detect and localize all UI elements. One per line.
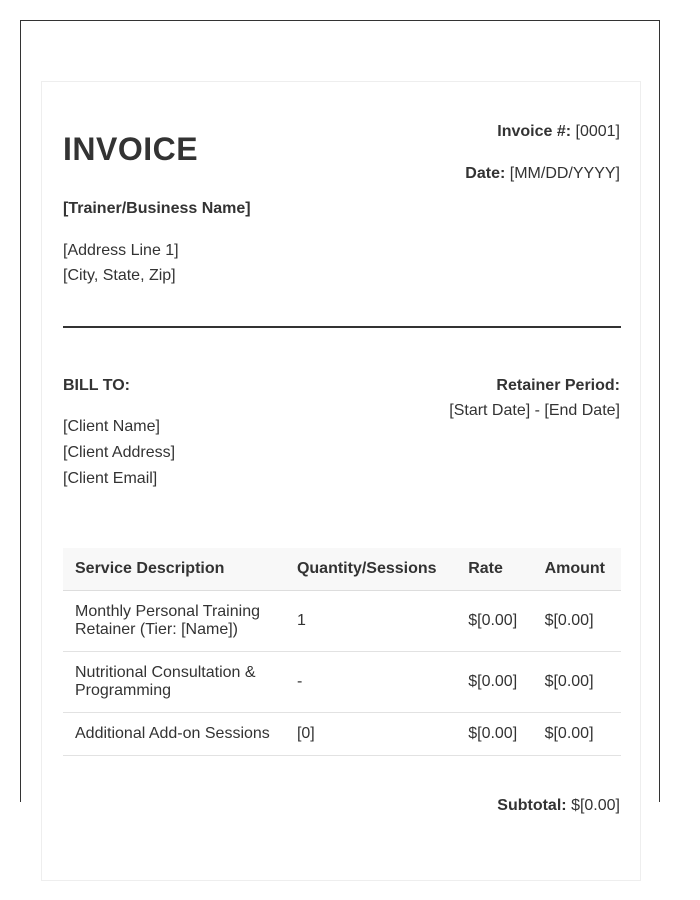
- cell-amount: $[0.00]: [533, 712, 621, 755]
- invoice-number-label: Invoice #:: [497, 123, 572, 140]
- header-service-description: Service Description: [63, 548, 285, 590]
- cell-rate: $[0.00]: [456, 590, 532, 651]
- table-row: [63, 590, 621, 651]
- invoice-sheet: [41, 81, 641, 881]
- header-divider: [63, 326, 621, 328]
- business-address-line-2: [City, State, Zip]: [63, 267, 176, 284]
- cell-description: Monthly Personal Training Retainer (Tier: [Name]): [63, 590, 285, 651]
- client-name: [Client Name]: [63, 418, 160, 435]
- cell-rate: $[0.00]: [456, 651, 532, 712]
- table-header-row: [63, 548, 621, 590]
- client-address: [Client Address]: [63, 444, 176, 461]
- invoice-date-line: [465, 164, 620, 184]
- subtotal-line: [497, 796, 620, 816]
- cell-quantity: 1: [285, 590, 456, 651]
- invoice-date-value: [MM/DD/YYYY]: [509, 165, 620, 182]
- business-name: [Trainer/Business Name]: [63, 200, 251, 217]
- cell-amount: $[0.00]: [533, 651, 621, 712]
- cell-description: Additional Add-on Sessions: [63, 712, 285, 755]
- invoice-date-label: Date:: [465, 165, 506, 182]
- header-quantity-sessions: Quantity/Sessions: [285, 548, 456, 590]
- subtotal-value: $[0.00]: [571, 797, 620, 814]
- cell-quantity: -: [285, 651, 456, 712]
- table-row: [63, 651, 621, 712]
- bill-to-label: BILL TO:: [63, 377, 130, 394]
- header-rate: Rate: [456, 548, 532, 590]
- subtotal-label: Subtotal:: [497, 797, 567, 814]
- client-email: [Client Email]: [63, 470, 158, 487]
- retainer-period-value: [Start Date] - [End Date]: [449, 402, 620, 419]
- document-frame: [20, 20, 660, 814]
- invoice-title: INVOICE: [63, 131, 199, 167]
- invoice-number-line: [497, 122, 620, 142]
- retainer-period-label: Retainer Period:: [496, 377, 620, 394]
- cell-amount: $[0.00]: [533, 590, 621, 651]
- services-table: [63, 548, 621, 756]
- invoice-number-value: [0001]: [575, 123, 620, 140]
- cell-description: Nutritional Consultation & Programming: [63, 651, 285, 712]
- business-address-line-1: [Address Line 1]: [63, 242, 179, 259]
- table-row: [63, 712, 621, 755]
- cell-quantity: [0]: [285, 712, 456, 755]
- header-amount: Amount: [533, 548, 621, 590]
- cell-rate: $[0.00]: [456, 712, 532, 755]
